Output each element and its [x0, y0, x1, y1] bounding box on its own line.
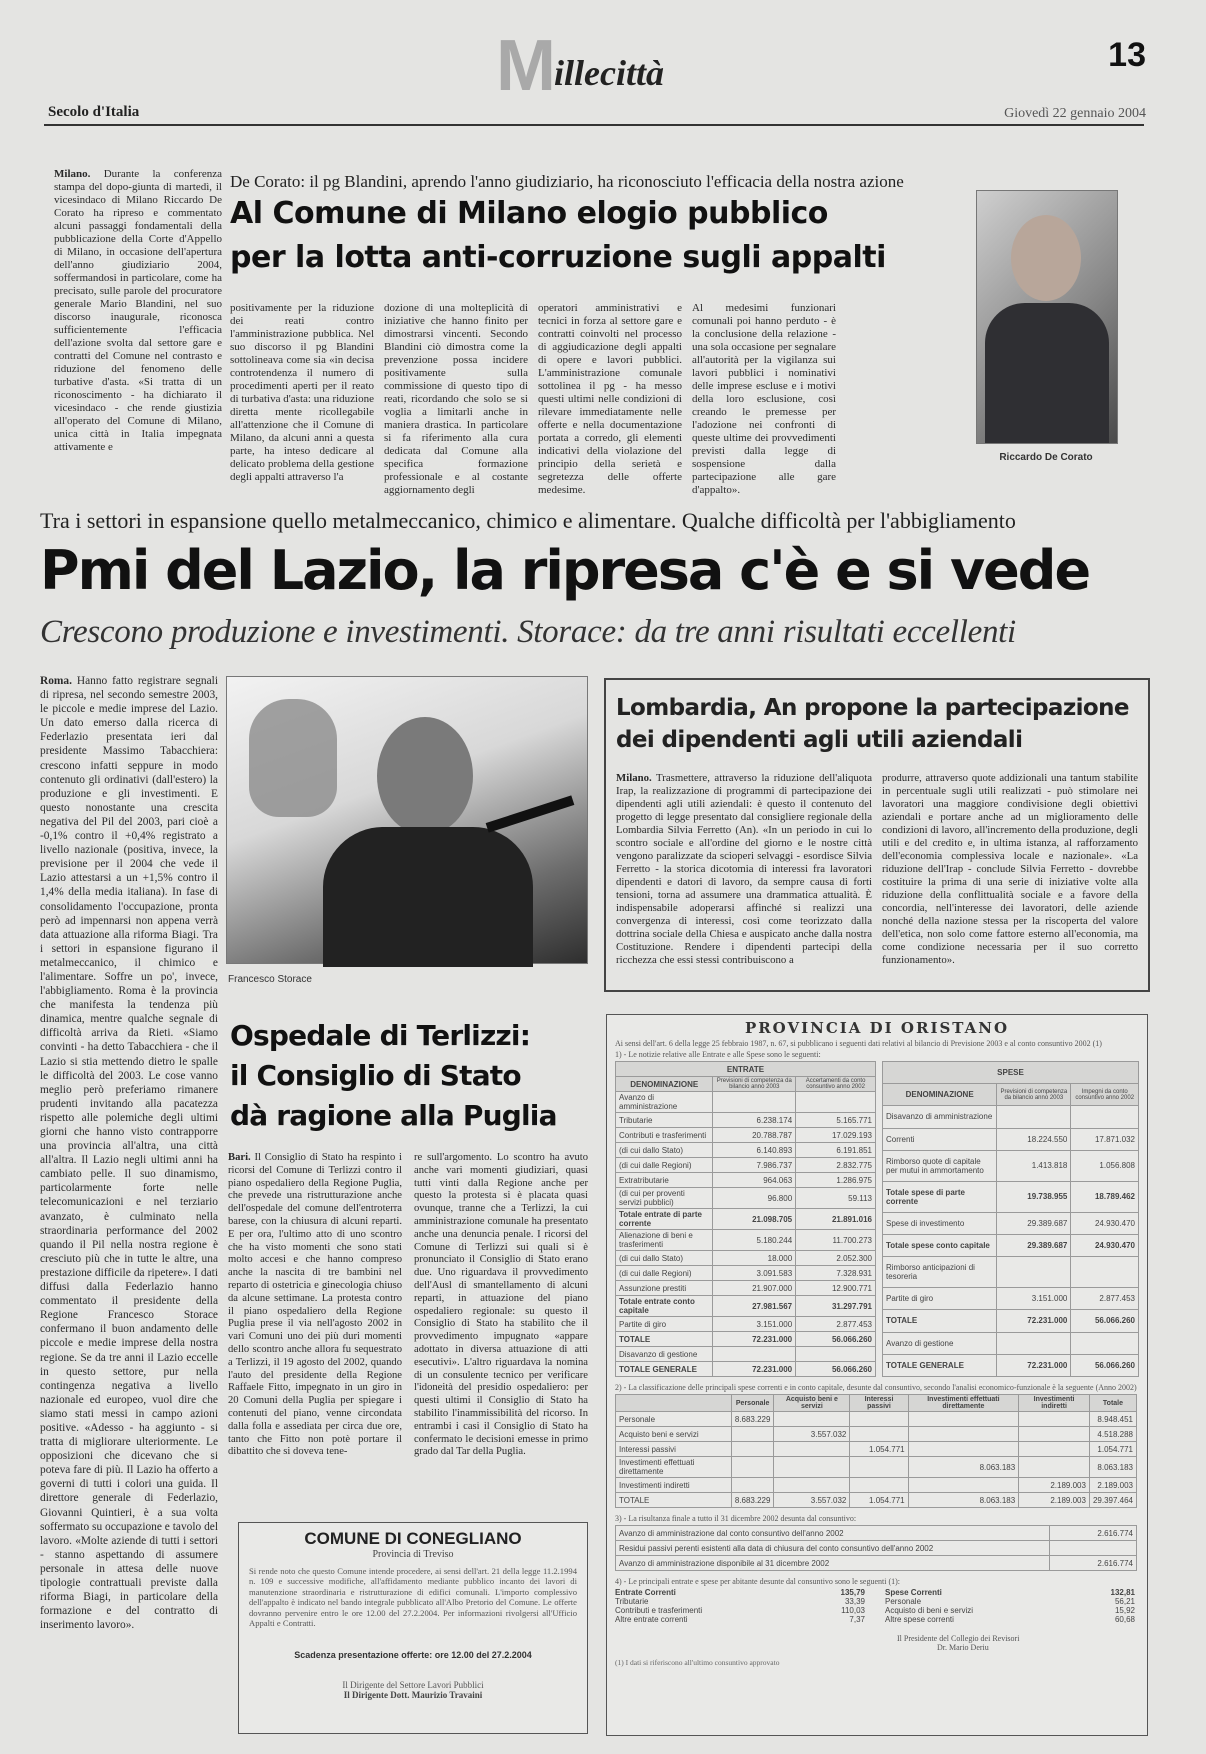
table-row [883, 1257, 1139, 1288]
article-text: Il Consiglio di Stato ha respinto i ricorsi del Comune di Terlizzi contro il piano ospedaliero della Regione Puglia, che prevede una ristrutturazione anche dell'ospedale del comune dell'entroterra barese, con la chiusura di alcuni reparti. E per ora, l'ultimo atto di uno scontro che ha visto momenti che sono stati molto accesi e che hanno compreso anche la nascita di tre bambini nel reparto di ostetricia e ginecologia chiuso da alcune settimane. La protesta contro il piano ospedaliero della Regione Puglia prese il via nell'agosto 2002 in vari Comuni uno dei più duri momenti dello scontro anche allora fu sequestrato a Terlizzi, il 19 agosto del 2002, quando l'auto del presidente della Regione Raffaele Fitto, impegnato in un giro in 20 Comuni della Puglia per spiegare i contenuti del piano, venne circondata dalla folla e assediata per circa due ore, tanto che Fitto non potè portare il dibattito che si doveva tene- [228, 1152, 402, 1458]
row-label: Personale [616, 1412, 732, 1427]
table-row [616, 1412, 1137, 1427]
table-row [883, 1354, 1139, 1376]
notice-intro: Ai sensi dell'art. 6 della legge 25 febbraio 1987, n. 67, si pubblicano i seguenti dati relativi al bilancio di Previsione 2003 e al conto consuntivo 2002 (1) [615, 1039, 1102, 1048]
table-row [883, 1212, 1139, 1234]
row-value: 2.189.003 [1019, 1478, 1090, 1493]
section-4-label: 4) - Le principali entrate e spese per abitante desunte dal consuntivo sono le seguenti (1): [615, 1577, 901, 1586]
item-value: 110,03 [841, 1606, 865, 1615]
row-label: Totale entrate conto capitale [616, 1296, 713, 1317]
article-milano-col-5: Al medesimi funzionari comunali poi hanno perduto - è la conclusione della relazione - una sola occasione per segnalare all'autorità per la vigilanza sui lavori pubblici i nominativi delle imprese escluse e i motivi della loro esclusione, così creando le premesse per l'adozione nei confronti di queste ultime dei provvedimenti previsti dalla legge di sospensione dalla partecipazione alle gare d'appalto». [692, 302, 836, 496]
row-value: 3.557.032 [774, 1427, 850, 1442]
row-value [850, 1457, 908, 1478]
col-previsioni: Previsioni di competenza da bilancio anno 2003 [713, 1077, 796, 1092]
row-label: TOTALE GENERALE [616, 1362, 713, 1377]
table-row [616, 1281, 876, 1296]
row-value [908, 1412, 1019, 1427]
row-value: 29.397.464 [1089, 1493, 1136, 1508]
row-value-previsioni: 72.231.000 [713, 1362, 796, 1377]
col-previsioni: Previsioni di competenza da bilancio anno 2003 [997, 1084, 1071, 1106]
row-value-consuntivo [1071, 1106, 1139, 1128]
table-row [616, 1230, 876, 1251]
photo-body-shape [323, 827, 533, 967]
row-value [1019, 1427, 1090, 1442]
terlizzi-col-1 [228, 1152, 402, 1506]
row-value: 2.189.003 [1019, 1493, 1090, 1508]
lombardia-col-2: produrre, attraverso quote addizionali una tantum stabilite in percentuale sugli utili realizzati - può stimolare nei lavoratori una maggiore condivisione degli obiettivi aziendali e portare anche ad un miglioramento delle condizioni di lavoro, all'incremento della produzione, degli utili e del credito e, in ultima istanza, al rafforzamento dell'economia complessiva locale e nazionale». «La riduzione dell'Irap - conclude Silvia Ferretto - dovrebbe costituire la prima di una serie di iniziative volte alla riduzione della conflittualità sociale e a favore della concordia, nell'interesse dei lavoratori, delle aziende nonché della nazione stessa per la riscoperta del valore dell'etica, non solo come fattore esterno all'economia, ma come condizione necessaria per il suo corretto funzionamento». [882, 772, 1138, 966]
section-title: illecittà [554, 53, 664, 93]
photo-head-shape [377, 717, 473, 835]
table-row [616, 1092, 876, 1113]
row-value-consuntivo: 7.328.931 [796, 1266, 876, 1281]
article-terlizzi [226, 1006, 590, 1506]
list-item [615, 1615, 865, 1624]
dateline: Roma. [40, 675, 72, 687]
masthead-rule [44, 124, 1144, 126]
table-row [883, 1332, 1139, 1354]
row-label: (di cui dalle Regioni) [616, 1266, 713, 1281]
row-label: Avanzo di amministrazione [616, 1092, 713, 1113]
row-label: Partite di giro [616, 1317, 713, 1332]
col-denominazione: DENOMINAZIONE [616, 1077, 713, 1092]
row-value-consuntivo: 59.113 [796, 1188, 876, 1209]
row-label: Rimborso anticipazioni di tesoreria [883, 1257, 997, 1288]
article-milano-col-2: positivamente per la riduzione dei reati contro l'amministrazione pubblica. Nel suo discorso il pg Blandini sottolineava come sia «in decisa controtendenza il numero di procedimenti aperti per il reato di turbativa d'asta: una riduzione diretta mente ricollegabile all'attenzione che il Comune di Milano, da alcuni anni a questa parte, ha inteso dedicare al delicato problema della gestione degli appalti attraverso l'a [230, 302, 374, 483]
notice-signature-1: Il Presidente del Collegio dei Revisori [897, 1634, 1020, 1643]
row-label: TOTALE [616, 1332, 713, 1347]
row-value [1019, 1412, 1090, 1427]
table-row [616, 1188, 876, 1209]
row-value-consuntivo [796, 1347, 876, 1362]
row-label: Rimborso quote di capitale per mutui in ammortamento [883, 1150, 997, 1181]
section-initial: M [496, 26, 556, 106]
photo-caption: Riccardo De Corato [999, 452, 1093, 463]
row-label: Residui passivi perenti esistenti alla data di chiusura del conto consuntivo dell'anno 2002 [616, 1541, 1050, 1556]
row-value-previsioni [997, 1106, 1071, 1128]
row-label: Totale spese conto capitale [883, 1234, 997, 1256]
row-value-previsioni: 29.389.687 [997, 1234, 1071, 1256]
item-value: 33,39 [844, 1597, 865, 1606]
row-value: 2.189.003 [1089, 1478, 1136, 1493]
risultanze-table [615, 1525, 1137, 1571]
col-impegni: Impegni da conto consuntivo anno 2002 [1071, 1084, 1139, 1106]
classification-column-header: Interessi passivi [850, 1395, 908, 1412]
row-value [774, 1478, 850, 1493]
spese-label: SPESE [883, 1062, 1139, 1084]
table-row [616, 1251, 876, 1266]
row-label: Interessi passivi [616, 1442, 732, 1457]
table-row [616, 1332, 876, 1347]
row-value: 8.948.451 [1089, 1412, 1136, 1427]
row-value [1019, 1457, 1090, 1478]
ad-subtitle: Provincia di Treviso [372, 1549, 454, 1560]
row-value-consuntivo: 24.930.470 [1071, 1212, 1139, 1234]
row-value: 8.063.183 [908, 1493, 1019, 1508]
row-label: Investimenti effettuati direttamente [616, 1457, 732, 1478]
row-value: 8.063.183 [1089, 1457, 1136, 1478]
row-value-previsioni: 20.788.787 [713, 1128, 796, 1143]
row-value [774, 1442, 850, 1457]
row-label: Acquisto beni e servizi [616, 1427, 732, 1442]
row-value-previsioni [997, 1257, 1071, 1288]
table-row [883, 1234, 1139, 1256]
row-value-consuntivo: 2.877.453 [796, 1317, 876, 1332]
per-capita-entrate [615, 1588, 865, 1624]
ad-body: Si rende noto che questo Comune intende procedere, ai sensi dell'art. 21 della legge 11.2.1994 n. 109 e successive modifiche, all'affidamento mediante pubblico incanto dei lavori di manutenzione straordinaria e ristrutturazione di edifici comunali. L'importo complessivo dell'appalto è indicato nel bando integrale pubblicato all'Albo Pretorio del Comune. Le offerte dovranno pervenire entro le ore 12.00 del 27.2.2004. Per informazioni rivolgersi all'Ufficio Appalti e Contratti. [249, 1566, 577, 1629]
row-value: 8.683.229 [731, 1493, 774, 1508]
row-value-consuntivo: 6.191.851 [796, 1143, 876, 1158]
table-row [616, 1556, 1137, 1571]
classification-header [616, 1395, 1137, 1412]
article-milano-col-4: operatori amministrativi e tecnici in forza al settore gare e contratti coinvolti nel processo di aggiudicazione degli appalti di opere e lavori pubblici. L'amministrazione comunale sottolinea il pg - ha messo questi ultimi nelle condizioni di rilevare immediatamente nelle offerte e nella documentazione portata a corredo, gli elementi indicativi della violazione del principio della serietà e segretezza delle offerte medesime. [538, 302, 682, 496]
table-row [883, 1288, 1139, 1310]
row-value-previsioni: 7.986.737 [713, 1158, 796, 1173]
section-1-label: 1) - Le notizie relative alle Entrate e alle Spese sono le seguenti: [615, 1050, 821, 1059]
ad-highlight: Scadenza presentazione offerte: ore 12.00 del 27.2.2004 [294, 1650, 532, 1660]
row-value-previsioni: 1.413.818 [997, 1150, 1071, 1181]
row-value-consuntivo [1071, 1332, 1139, 1354]
row-value: 8.063.183 [908, 1457, 1019, 1478]
row-value-previsioni [713, 1347, 796, 1362]
row-value-consuntivo: 21.891.016 [796, 1209, 876, 1230]
notice-footnote: (1) I dati si riferiscono all'ultimo consuntivo approvato [615, 1658, 780, 1667]
entrate-rows [616, 1092, 876, 1377]
row-label: Totale entrate di parte corrente [616, 1209, 713, 1230]
article-text: Trasmettere, attraverso la riduzione dell'aliquota Irap, la realizzazione di programmi di partecipazione dei dipendenti agli utili aziendali: è questo il contenuto del progetto di legge presentato dal consigliere regionale della Lombardia Silvia Ferretto (An). «In un periodo in cui lo scontro sociale e all'ordine del giorno e le nostre città vengono paralizzate da scioperi selvaggi - esordisce Silvia Ferretto - la storica dicotomia di interessi fra lavoratori dipendenti e datori di lavoro, da sempre causa di forti tensioni, torna ad assumere una drammatica attualità. È indispensabile adoperarsi affinché si realizzi una convergenza di interessi, così come teorizzato dalla dottrina sociale della Chiesa e auspicato anche dalla nostra Costituzione. Rendere i dipendenti partecipi della ricchezza che essi stessi contribuiscono a [616, 772, 872, 966]
row-value-previsioni: 21.098.705 [713, 1209, 796, 1230]
notice-oristano [606, 1014, 1148, 1736]
row-value: 3.557.032 [774, 1493, 850, 1508]
section-2-label: 2) - La classificazione delle principali spese correnti e in conto capitale, desunte dal consuntivo, secondo l'analisi economico-funzionale è la seguente (Anno 2002) [615, 1383, 1137, 1392]
ad-conegliano [238, 1522, 588, 1734]
row-value [908, 1442, 1019, 1457]
row-label: Avanzo di amministrazione dal conto consuntivo dell'anno 2002 [616, 1526, 1050, 1541]
row-label: Spese di investimento [883, 1212, 997, 1234]
microphone-shape [486, 795, 575, 832]
terlizzi-headline [230, 1016, 590, 1136]
item-value: 15,92 [1114, 1606, 1135, 1615]
row-value: 2.616.774 [1050, 1526, 1137, 1541]
row-label: Contributi e trasferimenti [616, 1128, 713, 1143]
table-row [616, 1442, 1137, 1457]
row-value [850, 1412, 908, 1427]
row-value-previsioni: 6.140.893 [713, 1143, 796, 1158]
row-value: 1.054.771 [1089, 1442, 1136, 1457]
item-label: Personale [885, 1597, 922, 1606]
row-value-previsioni: 3.151.000 [997, 1288, 1071, 1310]
per-capita-entrate-rows [615, 1597, 865, 1624]
classification-table [615, 1394, 1137, 1508]
row-value-previsioni: 18.224.550 [997, 1128, 1071, 1150]
table-row [883, 1128, 1139, 1150]
table-row [883, 1181, 1139, 1212]
row-value [908, 1427, 1019, 1442]
photo-de-corato [976, 190, 1118, 444]
ad-footer: Il Dirigente del Settore Lavori Pubblici [342, 1680, 484, 1690]
table-row [616, 1493, 1137, 1508]
row-value-consuntivo: 2.052.300 [796, 1251, 876, 1266]
row-value [908, 1478, 1019, 1493]
table-row [883, 1106, 1139, 1128]
item-value: 56,21 [1114, 1597, 1135, 1606]
table-row [883, 1310, 1139, 1332]
row-label: TOTALE [883, 1310, 997, 1332]
row-value [731, 1478, 774, 1493]
row-label: TOTALE [616, 1493, 732, 1508]
spese-rows [883, 1106, 1139, 1377]
row-value-previsioni: 5.180.244 [713, 1230, 796, 1251]
list-item [885, 1606, 1135, 1615]
per-capita-entrate-label: Entrate Correnti [615, 1588, 676, 1597]
main-subheadline: Crescono produzione e investimenti. Storace: da tre anni risultati eccellenti [40, 614, 1016, 650]
spese-table [882, 1061, 1139, 1377]
row-value [731, 1442, 774, 1457]
ad-signature: Il Dirigente Dott. Maurizio Travaini [343, 1690, 483, 1700]
photo-caption-storace: Francesco Storace [228, 974, 312, 985]
list-item [615, 1597, 865, 1606]
table-row [616, 1478, 1137, 1493]
table-row [616, 1317, 876, 1332]
row-label: (di cui dalle Regioni) [616, 1158, 713, 1173]
table-row [883, 1150, 1139, 1181]
classification-column-header: Investimenti indiretti [1019, 1395, 1090, 1412]
classification-column-header: Acquisto beni e servizi [774, 1395, 850, 1412]
table-row [616, 1209, 876, 1230]
classification-column-header: Personale [731, 1395, 774, 1412]
row-label: Tributarie [616, 1113, 713, 1128]
row-label: Partite di giro [883, 1288, 997, 1310]
row-value: 1.054.771 [850, 1442, 908, 1457]
row-label: Avanzo di gestione [883, 1332, 997, 1354]
item-label: Altre spese correnti [885, 1615, 954, 1624]
row-value-previsioni: 3.091.583 [713, 1266, 796, 1281]
row-value-consuntivo [1071, 1257, 1139, 1288]
main-story-body [40, 674, 218, 1734]
row-value-consuntivo: 2.832.775 [796, 1158, 876, 1173]
row-value [1050, 1541, 1137, 1556]
photo-storace [226, 676, 588, 964]
list-item [885, 1615, 1135, 1624]
table-row [616, 1541, 1137, 1556]
list-item [885, 1597, 1135, 1606]
row-value [850, 1478, 908, 1493]
row-value [850, 1427, 908, 1442]
table-row [616, 1457, 1137, 1478]
row-label: Alienazione di beni e trasferimenti [616, 1230, 713, 1251]
row-value: 2.616.774 [1050, 1556, 1137, 1571]
row-label: (di cui dallo Stato) [616, 1251, 713, 1266]
photo-hand-shape [249, 699, 337, 817]
dateline: Milano. [616, 772, 652, 784]
ad-title: COMUNE DI CONEGLIANO [304, 1529, 522, 1548]
main-headline: Pmi del Lazio, la ripresa c'è e si vede [40, 539, 1090, 602]
entrate-table [615, 1061, 876, 1377]
per-capita-spese-rows [885, 1597, 1135, 1624]
table-row [616, 1296, 876, 1317]
row-value-previsioni: 96.800 [713, 1188, 796, 1209]
terlizzi-col-2: re sull'argomento. Lo scontro ha avuto anche vari momenti giudiziari, quasi tutti vinti dalla Regione anche per questo la protesta si è placata quasi ovunque, tranne che a Terlizzi, la cui amministrazione comunale ha presentato anche una denuncia penale. I ricorsi del Comune di Terlizzi sui quali si è pronunciato il Consiglio di Stato erano due. Uno riguardava il provvedimento dell'Ausl di smantellamento di alcuni reparti, in attuazione del piano ospedaliero regionale: su questo il Consiglio di Stato ha stabilito che il provvedimento impugnato «appare adottato in diversa attuazione di atti esecutivi». L'altro riguardava la nomina di un consulente tecnico per verificare l'idoneità del presidio ospedaliero: per questi ultimi il Consiglio di Stato ha stabilito l'inammissibilità del ricorso. In entrambi i casi il Consiglio di Stato ha confermato le decisioni emesse in primo grado dal Tar della Puglia. [414, 1152, 588, 1458]
row-label: Avanzo di amministrazione disponibile al 31 dicembre 2002 [616, 1556, 1050, 1571]
row-value-previsioni: 21.907.000 [713, 1281, 796, 1296]
row-value [1019, 1442, 1090, 1457]
headline-line-2: il Consiglio di Stato [230, 1059, 521, 1092]
row-value-previsioni [713, 1092, 796, 1113]
newspaper-name: Secolo d'Italia [48, 104, 140, 120]
row-value: 8.683.229 [731, 1412, 774, 1427]
kicker: De Corato: il pg Blandini, aprendo l'anno giudiziario, ha riconosciuto l'efficacia della nostra azione [230, 172, 904, 191]
row-value-previsioni: 18.000 [713, 1251, 796, 1266]
row-value-previsioni: 29.389.687 [997, 1212, 1071, 1234]
portrait-head-shape [1011, 215, 1081, 301]
item-label: Tributarie [615, 1597, 649, 1606]
row-value-previsioni: 19.738.955 [997, 1181, 1071, 1212]
table-row [616, 1347, 876, 1362]
row-value-previsioni: 964.063 [713, 1173, 796, 1188]
row-value-previsioni: 72.231.000 [997, 1310, 1071, 1332]
row-value-previsioni: 27.981.567 [713, 1296, 796, 1317]
per-capita-spese-value: 132,81 [1110, 1588, 1135, 1597]
row-value-consuntivo: 2.877.453 [1071, 1288, 1139, 1310]
article-text: Hanno fatto registrare segnali di ripresa, nel secondo semestre 2003, le piccole e medie imprese del Lazio. Un dato emerso dalla ricerca di Federlazio presentata ieri dal presidente Massimo Tabacchiera: crescono infatti seppure in modo contenuto gli ordinativi (dall'estero) la produzione e gli investimenti. E questo nonostante una crescita negativa del Pil del 2003, pari cioè a -0,1% contro il +0,4% registrato a livello nazionale (positiva, invece, la previsione per il 2004 che vede il Lazio attestarsi a un +1,5% contro il 1,4% della media italiana). In fase di consolidamento l'occupazione, pronta però ad impennarsi non appena verrà data attuazione alla riforma Biagi. Tra i settori in espansione figurano il metalmeccanico, il chimico e l'alimentare. Soffre un po', invece, l'abbigliamento. Roma è la provincia che manifesta la tendenza più dinamica, mentre qualche segnale di difficoltà arriva da Rieti. «Siamo convinti - ha detto Tabacchiera - che il Lazio si stia mettendo dietro le spalle le difficoltà del 2003. Le cose vanno meglio però preferiamo rimanere prudenti invitando alla pacatezza rispetto alle polemiche degli ultimi giorni che hanno visto contrapporre una provincia all'altra, una città all'altra. Il Lazio negli ultimi anni ha cambiato pelle. Il suo dinamismo, particolarmente forte nelle telecomunicazioni e nel terziario avanzato, è culminato nella straordinaria performance del 2002 quando il Pil nella nostra regione è cresciuto più che in tutte le altre, una prestazione difficile da ripetere». I dati diffusi dalla Federlazio hanno commentato il presidente della Regione Francesco Storace confermano il buon andamento delle piccole e medie imprese della nostra regione. Se da tre anni il Lazio eccelle in questo settore, pur nella contingenza negativa a livello nazionale ed europeo, vuol dire che siamo stati messi in campo azioni positive. «Adesso - ha aggiunto - si tratta di migliorare ulteriormente. Le opposizioni che dicevano che si poteva fare di più. Il Lazio ha offerto a governi di tutti i colori una guida. Il direttore generale di Federlazio, Giovanni Quintieri, è a sua volta soffermato su occupazione e tavolo del lavoro. «Molte aziende di tutti i settori - stanno aspettando di assumere personale in attesa delle nuove tipologie contrattuali previste dalla riforma Biagi, in particolare della formazione e del contratto di inserimento lavoro». [40, 675, 218, 1632]
table-row [616, 1158, 876, 1173]
lombardia-col-1 [616, 772, 872, 982]
section-logo [496, 26, 756, 106]
row-value-previsioni: 72.231.000 [713, 1332, 796, 1347]
article-milano [44, 162, 1154, 496]
risultanze-rows [616, 1526, 1137, 1571]
row-value-previsioni: 72.231.000 [997, 1354, 1071, 1376]
article-milano-lead [54, 168, 222, 472]
item-label: Altre entrate correnti [615, 1615, 688, 1624]
row-value-consuntivo: 56.066.260 [796, 1332, 876, 1347]
table-row [616, 1143, 876, 1158]
item-value: 60,68 [1114, 1615, 1135, 1624]
table-row [616, 1427, 1137, 1442]
entrate-spese-tables [615, 1061, 1139, 1377]
row-value: 1.054.771 [850, 1493, 908, 1508]
issue-date: Giovedì 22 gennaio 2004 [1004, 106, 1146, 121]
entrate-label: ENTRATE [616, 1062, 876, 1077]
row-label: Totale spese di parte corrente [883, 1181, 997, 1212]
row-value-consuntivo: 24.930.470 [1071, 1234, 1139, 1256]
headline-line-3: dà ragione alla Puglia [230, 1099, 557, 1132]
headline-line-1: Al Comune di Milano elogio pubblico [230, 196, 828, 231]
row-value-consuntivo: 56.066.260 [1071, 1354, 1139, 1376]
table-row [616, 1362, 876, 1377]
row-value [774, 1457, 850, 1478]
row-label: TOTALE GENERALE [883, 1354, 997, 1376]
row-value-previsioni: 6.238.174 [713, 1113, 796, 1128]
page-number: 13 [1108, 36, 1146, 74]
headline-line-1: Ospedale di Terlizzi: [230, 1019, 531, 1052]
row-label: Disavanzo di gestione [616, 1347, 713, 1362]
row-value-previsioni [997, 1332, 1071, 1354]
classification-rows [616, 1412, 1137, 1508]
row-value-consuntivo: 18.789.462 [1071, 1181, 1139, 1212]
portrait-body-shape [985, 303, 1109, 443]
row-value-consuntivo: 5.165.771 [796, 1113, 876, 1128]
per-capita-entrate-value: 135,79 [840, 1588, 865, 1597]
row-label: Correnti [883, 1128, 997, 1150]
col-accertamenti: Accertamenti da conto consuntivo anno 2002 [796, 1077, 876, 1092]
classification-column-header: Investimenti effettuati direttamente [908, 1395, 1019, 1412]
row-label: Investimenti indiretti [616, 1478, 732, 1493]
row-value-consuntivo: 12.900.771 [796, 1281, 876, 1296]
classification-column-header: Totale [1089, 1395, 1136, 1412]
row-label: (di cui per proventi servizi pubblici) [616, 1188, 713, 1209]
row-value-previsioni: 3.151.000 [713, 1317, 796, 1332]
masthead [44, 26, 1154, 126]
lombardia-headline [616, 692, 1138, 756]
article-lombardia [604, 678, 1150, 992]
per-capita-spese [885, 1588, 1135, 1624]
item-label: Contributi e trasferimenti [615, 1606, 703, 1615]
table-row [616, 1128, 876, 1143]
row-value-consuntivo: 31.297.791 [796, 1296, 876, 1317]
row-value-consuntivo [796, 1092, 876, 1113]
row-value-consuntivo: 1.056.808 [1071, 1150, 1139, 1181]
main-overline: Tra i settori in espansione quello metalmeccanico, chimico e alimentare. Qualche difficoltà per l'abbigliamento [40, 508, 1016, 533]
section-3-label: 3) - La risultanza finale a tutto il 31 dicembre 2002 desunta dal consuntivo: [615, 1514, 857, 1523]
dateline: Bari. [228, 1152, 251, 1163]
row-value: 4.518.288 [1089, 1427, 1136, 1442]
row-label: (di cui dallo Stato) [616, 1143, 713, 1158]
table-row [616, 1173, 876, 1188]
table-row [616, 1113, 876, 1128]
item-value: 7,37 [849, 1615, 865, 1624]
row-value-consuntivo: 17.029.193 [796, 1128, 876, 1143]
row-value-consuntivo: 56.066.260 [1071, 1310, 1139, 1332]
table-row [616, 1526, 1137, 1541]
row-label: Disavanzo di amministrazione [883, 1106, 997, 1128]
headline [230, 192, 1020, 280]
article-text: Durante la conferenza stampa del dopo-giunta di martedì, il vicesindaco di Milano Riccardo De Corato ha ripreso e commentato alcuni passaggi fondamentali della pubblicazione della Corte d'Appello di Milano, in occasione dell'apertura dell'anno giudiziario 2004, soffermandosi in particolare, come ha precisato, sulle parole del procuratore generale Mario Blandini, nel suo discorso inaugurale, riconosca sufficientemente l'efficacia dell'azione svolta dal settore gare e contratti del Comune nel contrasto e riduzione del fenomeno delle turbative d'asta. «Si tratta di un riconoscimento - ha dichiarato il vicesindaco - che rende giustizia all'operato del Comune di Milano, unica città in Italia impegnata attivamente e [54, 168, 222, 453]
row-value [731, 1427, 774, 1442]
row-value [731, 1457, 774, 1478]
article-milano-col-3: dozione di una molteplicità di iniziative che hanno finito per dimostrarsi vincenti. Secondo Blandini ciò dimostra come la prevenzione possa incidere positivamente sulla commissione di questo tipo di reati, ricordando che solo se si voglia a limitarli anche in maniera drastica. In particolare si fa riferimento alla cura dedicata dal Comune alla specifica formazione professionale e al costante aggiornamento degli [384, 302, 528, 496]
per-capita-section [615, 1588, 1139, 1624]
notice-signature-2: Dr. Mario Deriu [937, 1643, 989, 1652]
notice-title: PROVINCIA DI ORISTANO [744, 1019, 1010, 1037]
row-value-consuntivo: 1.286.975 [796, 1173, 876, 1188]
row-value-consuntivo: 56.066.260 [796, 1362, 876, 1377]
dateline: Milano. [54, 168, 91, 180]
headline-line-2: per la lotta anti-corruzione sugli appalti [230, 240, 886, 275]
col-denominazione: DENOMINAZIONE [883, 1084, 997, 1106]
item-label: Acquisto di beni e servizi [885, 1606, 974, 1615]
row-label: Extratributarie [616, 1173, 713, 1188]
table-row [616, 1266, 876, 1281]
row-label: Assunzione prestiti [616, 1281, 713, 1296]
headline-line-1: Lombardia, An propone la partecipazione [616, 695, 1129, 721]
row-value-consuntivo: 17.871.032 [1071, 1128, 1139, 1150]
row-value [774, 1412, 850, 1427]
headline-line-2: dei dipendenti agli utili aziendali [616, 727, 1023, 753]
list-item [615, 1606, 865, 1615]
per-capita-spese-label: Spese Correnti [885, 1588, 942, 1597]
row-value-consuntivo: 11.700.273 [796, 1230, 876, 1251]
